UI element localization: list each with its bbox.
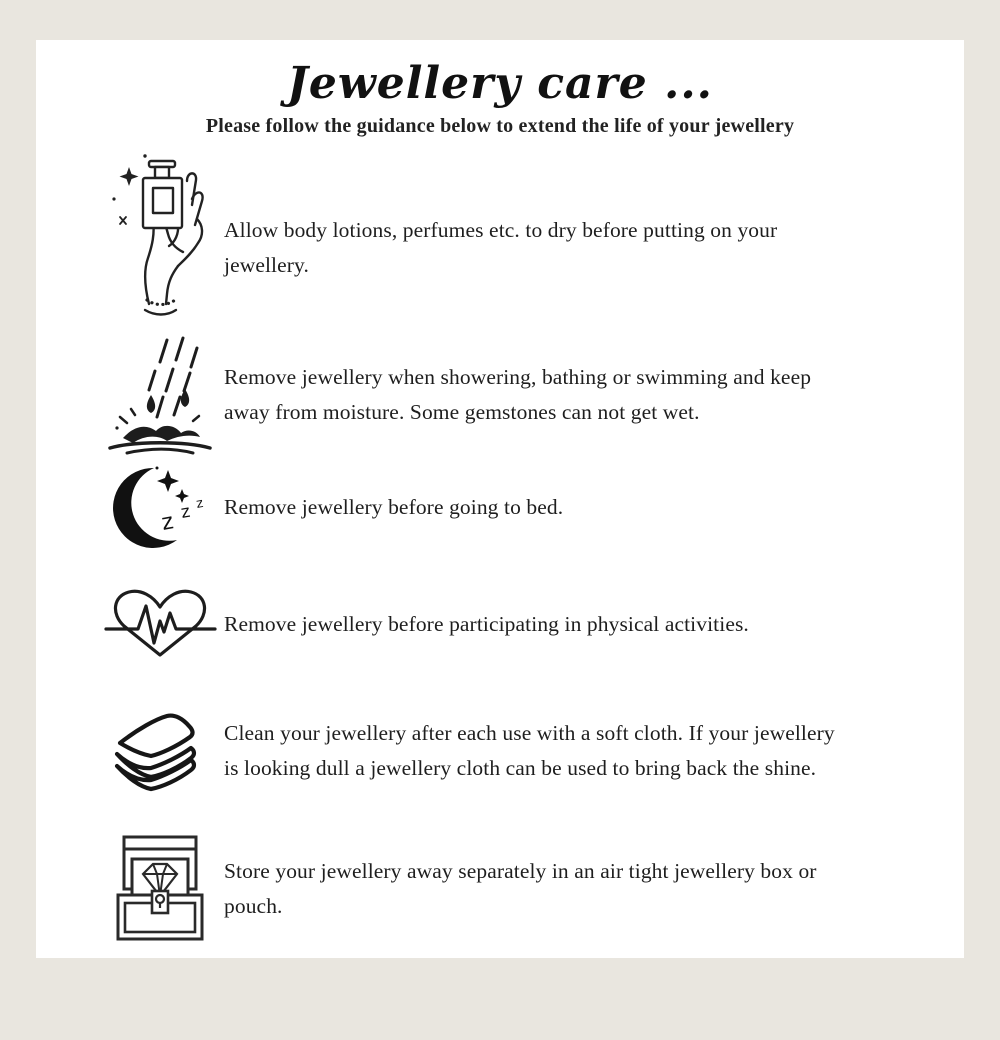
heartbeat-icon	[96, 584, 224, 664]
sleep-z-glyph: z	[159, 509, 175, 536]
care-item-line: Store your jewellery away separately in an air tight jewellery box or	[224, 859, 817, 883]
care-item-text	[224, 490, 563, 525]
care-item-text	[224, 213, 777, 283]
page-title: Jewellery care ...	[287, 58, 713, 109]
care-item-text	[224, 360, 811, 430]
shower-splash-icon	[96, 335, 224, 455]
care-item-bed	[96, 465, 964, 550]
care-item-activities	[96, 584, 964, 664]
care-item-line: pouch.	[224, 894, 283, 918]
jewellery-box-icon	[96, 833, 224, 945]
care-item-text	[224, 716, 835, 786]
perfume-hand-icon	[96, 147, 224, 317]
care-card	[36, 40, 964, 958]
care-item-line: jewellery.	[224, 253, 309, 277]
sleep-z-glyph: z	[194, 495, 204, 512]
care-item-text	[224, 854, 817, 924]
care-item-storage	[96, 833, 964, 945]
page-subtitle: Please follow the guidance below to extend the life of your jewellery	[205, 115, 795, 137]
care-item-lotions	[96, 147, 964, 317]
sleep-z-glyph: z	[178, 501, 192, 523]
care-item-line: Clean your jewellery after each use with a soft cloth. If your jewellery	[224, 720, 835, 745]
care-item-clean	[96, 708, 964, 793]
care-item-line: is looking dull a jewellery cloth can be used to bring back the shine.	[224, 755, 817, 780]
care-item-text	[224, 607, 749, 642]
care-item-line: Allow body lotions, perfumes etc. to dry before putting on your	[224, 218, 778, 242]
care-item-line: Remove jewellery before going to bed.	[224, 495, 564, 519]
soft-cloth-icon	[96, 708, 224, 793]
sleep-moon-icon	[96, 465, 224, 550]
care-item-line: Remove jewellery when showering, bathing or swimming and keep	[224, 365, 812, 389]
care-item-line: Remove jewellery before participating in physical activities.	[224, 611, 749, 636]
jewellery-care-poster	[0, 40, 1000, 1040]
care-item-moisture	[96, 335, 964, 455]
care-items-list	[36, 147, 964, 945]
care-item-line: away from moisture. Some gemstones can not get wet.	[224, 400, 700, 424]
